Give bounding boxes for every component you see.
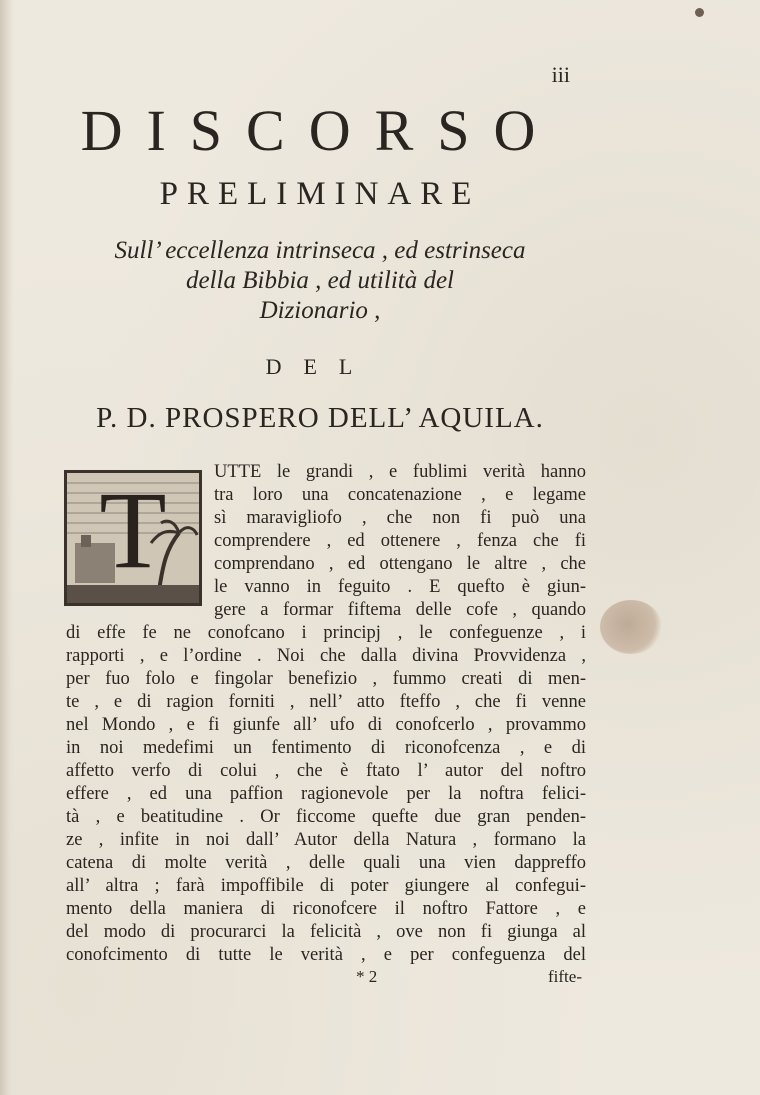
- author-heading: P. D. PROSPERO DELL’ AQUILA.: [96, 402, 544, 434]
- text-line: mento della maniera di riconofcere il noftro Fattore , e: [66, 899, 586, 919]
- text-line: UTTE le grandi , e fublimi verità hanno: [214, 462, 586, 482]
- text-line: rapporti , e l’ordine . Noi che dalla divina Provvidenza ,: [66, 646, 586, 666]
- catchword: fifte-: [548, 967, 582, 986]
- page-subtitle: PRELIMINARE: [159, 176, 481, 212]
- italic-line: Dizionario ,: [259, 297, 381, 324]
- decorated-initial: [64, 470, 202, 606]
- text-line: catena di molte verità , delle quali una vien dappreffo: [66, 853, 586, 873]
- text-line: le vanno in feguito . E quefto è giun-: [214, 577, 586, 597]
- text-line: del modo di procurarci la felicità , ove non fi giunga al: [66, 922, 586, 942]
- decorated-initial-illustration: [67, 473, 199, 603]
- del-heading: DEL: [265, 354, 375, 379]
- ink-spot: [695, 8, 704, 17]
- text-line: in noi medefimi un fentimento di riconofcenza , e di: [66, 738, 586, 758]
- paper-stain: [600, 600, 662, 654]
- text-line: gere a formar fiftema delle cofe , quando: [214, 600, 586, 620]
- text-line: te , e di ragion forniti , nell’ atto fteffo , che fi venne: [66, 692, 586, 712]
- italic-heading: [60, 236, 580, 326]
- page-number: iii: [551, 62, 570, 87]
- text-line: comprendere , ed ottenere , fenza che fi: [214, 531, 586, 551]
- initial-letter: T: [99, 473, 167, 591]
- text-line: comprendano , ed ottengano le altre , che: [214, 554, 586, 574]
- text-line: effere , ed una paffion ragionevole per la noftra felici-: [66, 784, 586, 804]
- text-line: sì maravigliofo , che non fi può una: [214, 508, 586, 528]
- page-title: DISCORSO: [80, 98, 560, 163]
- page-binding-edge: [0, 0, 14, 1095]
- text-line: tra loro una concatenazione , e legame: [214, 485, 586, 505]
- text-line: per fuo folo e fingolar benefizio , fummo creati di men-: [66, 669, 586, 689]
- text-line: di effe fe ne conofcano i principj , le confeguenze , i: [66, 623, 586, 643]
- italic-line: Sull’ eccellenza intrinseca , ed estrinseca: [114, 237, 526, 264]
- text-line: ze , infite in noi dall’ Autor della Natura , formano la: [66, 830, 586, 850]
- text-line: nel Mondo , e fi giunfe all’ ufo di conofcerlo , provammo: [66, 715, 586, 735]
- italic-line: della Bibbia , ed utilità del: [185, 267, 455, 294]
- text-line: affetto verfo di colui , che è ftato l’ autor del noftro: [66, 761, 586, 781]
- text-line: conofcimento di tutte le verità , e per confeguenza del: [66, 945, 586, 965]
- text-line: all’ altra ; farà impoffibile di poter giungere al confegui-: [66, 876, 586, 896]
- text-line: tà , e beatitudine . Or ficcome quefte due gran penden-: [66, 807, 586, 827]
- signature-mark: * 2: [356, 967, 378, 986]
